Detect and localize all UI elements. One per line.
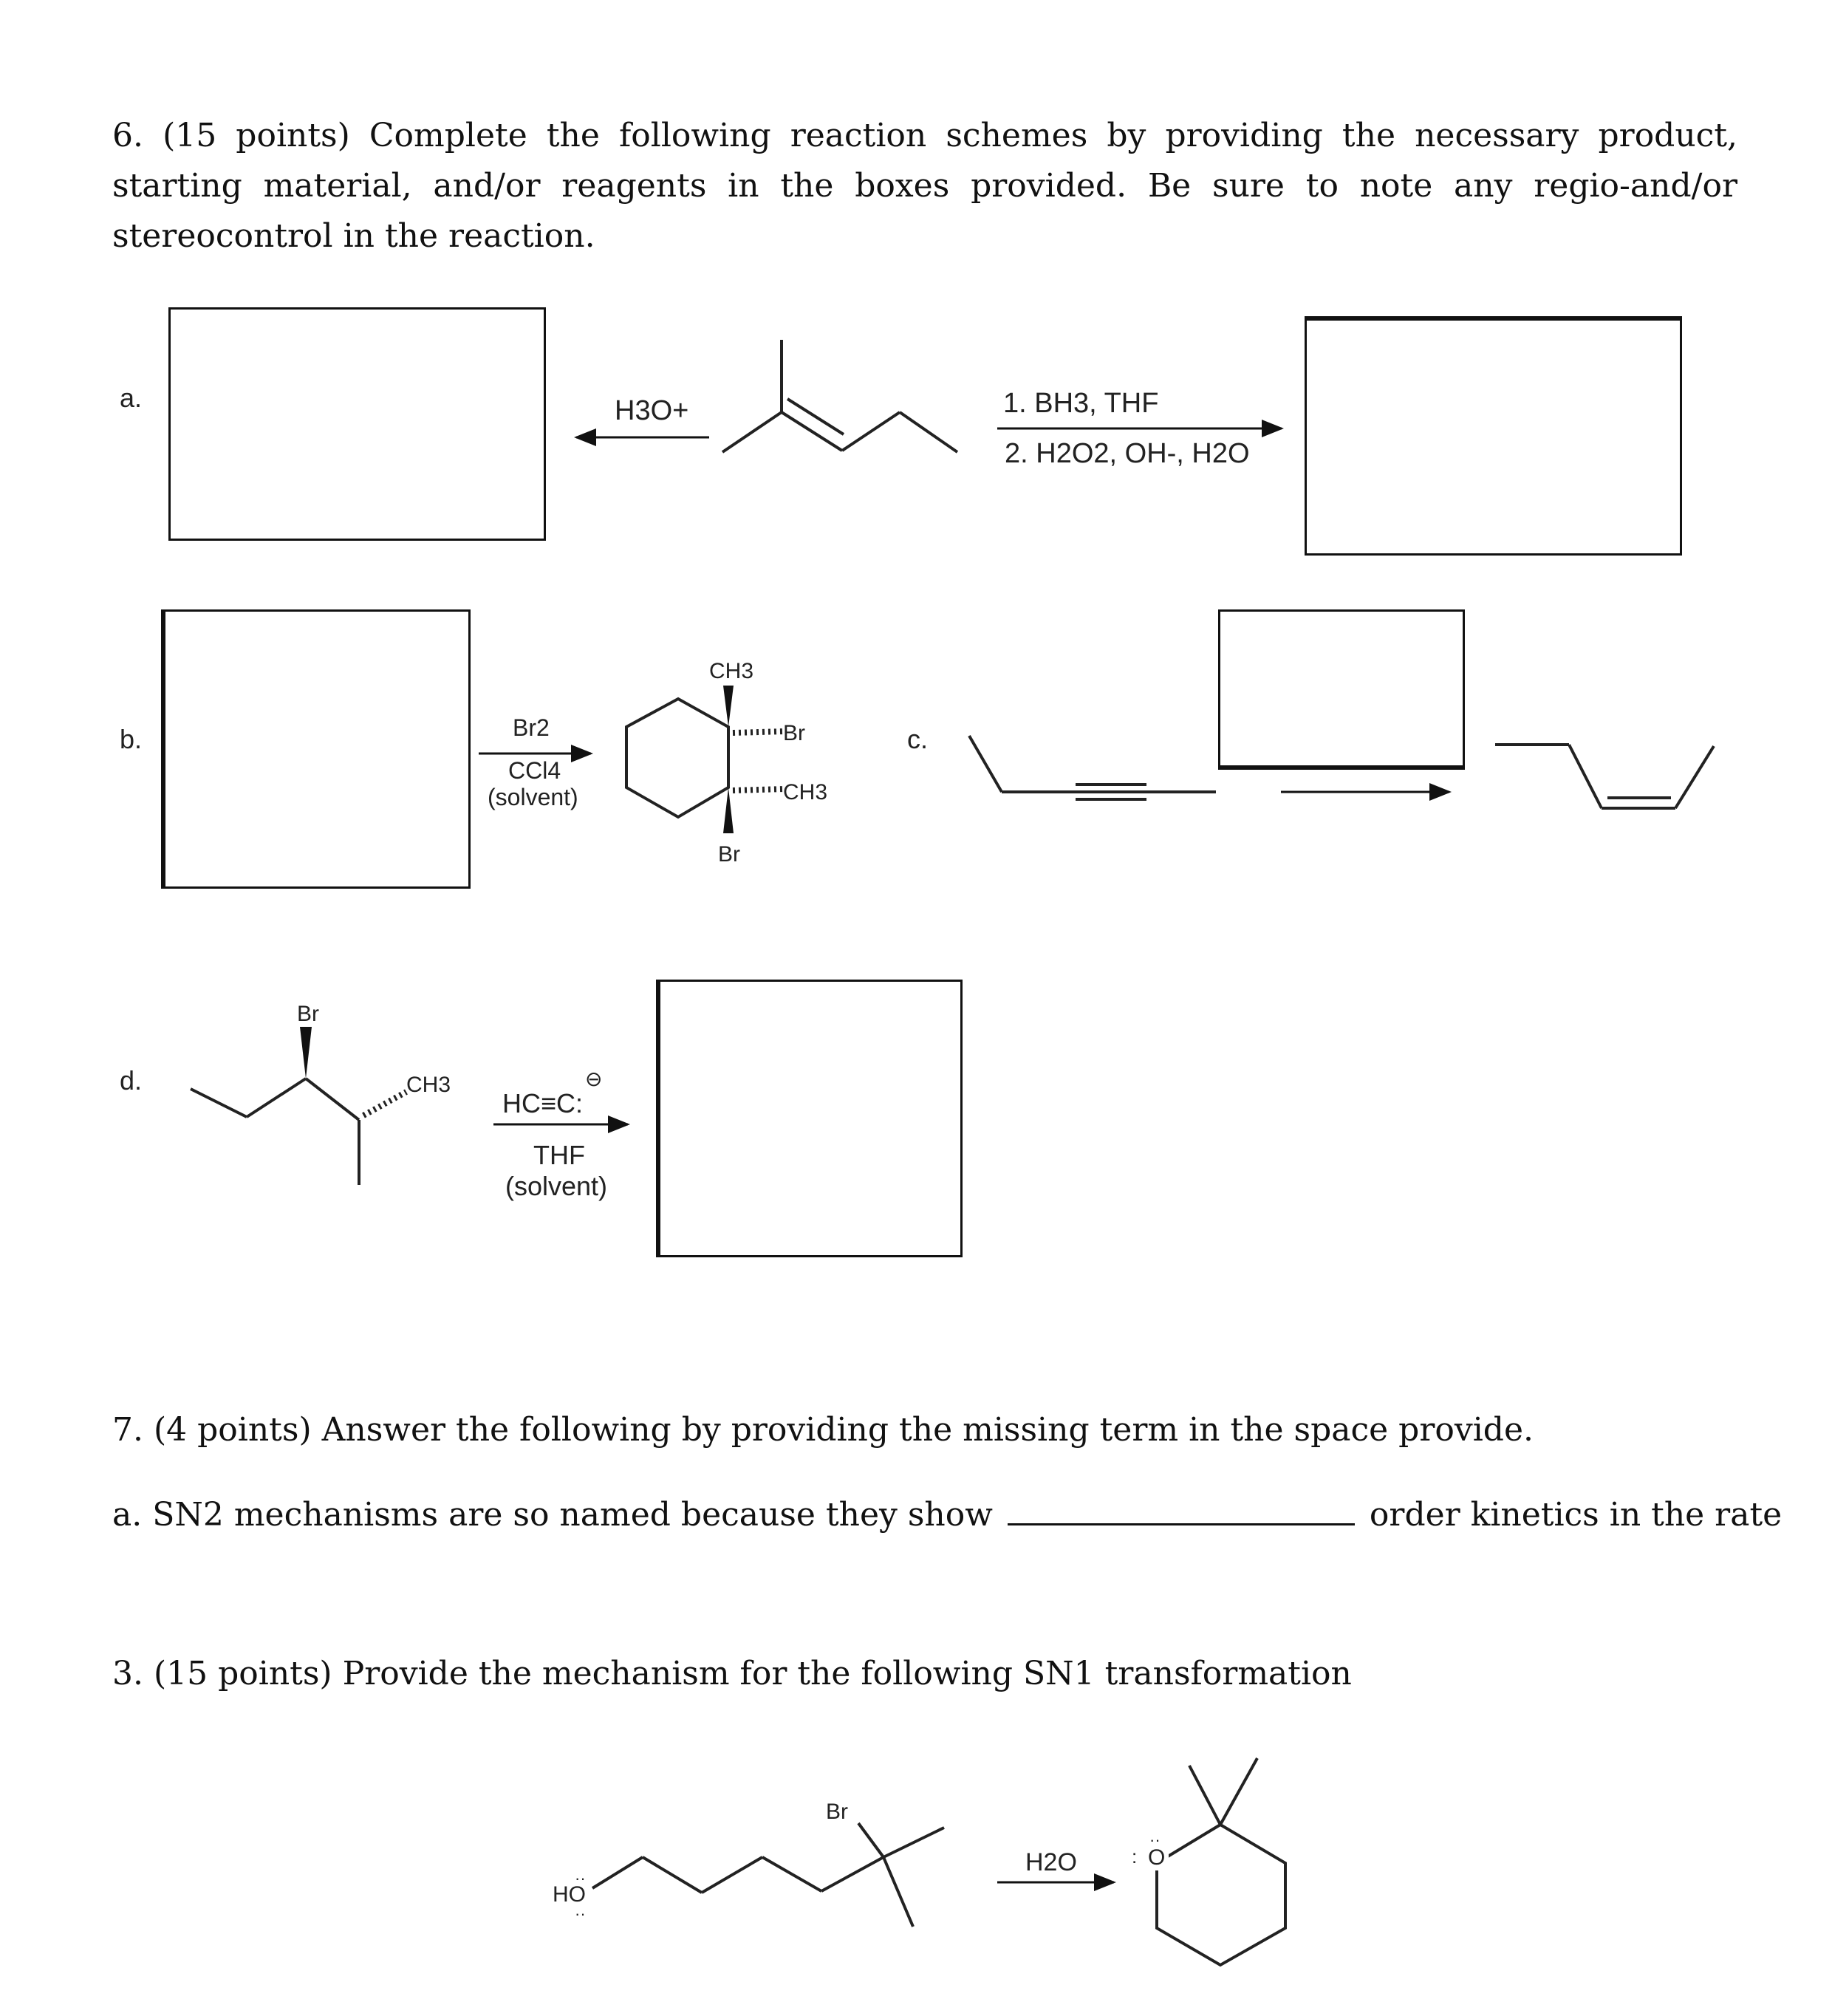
reagent-d-1: HC≡C: [502, 1088, 584, 1118]
wedge-b-ch3-top [723, 686, 734, 727]
part-c-label: c. [907, 724, 929, 754]
lone-pair-ho-bottom: ·· [575, 1904, 586, 1923]
wedge-d-br [300, 1027, 312, 1079]
scheme-c-alkene [1495, 745, 1714, 808]
atom-b-ch3-right: CH3 [783, 780, 828, 804]
part-d-label: d. [120, 1065, 143, 1096]
question-7a-before: a. SN2 mechanisms are so named because they show [112, 1496, 993, 1534]
scheme-b-cyclohexane [626, 699, 728, 817]
hash-b-br-right [733, 731, 785, 733]
part-b-label: b. [120, 724, 143, 754]
wedge-b-br-bottom [723, 787, 734, 833]
reagent-a-right-1: 1. BH3, THF [1003, 388, 1159, 419]
reagent-b-2: CCl4 [508, 757, 561, 784]
atom-b-br-right: Br [783, 721, 805, 745]
atom-b-br-bottom: Br [718, 842, 740, 867]
reagent-b-1: Br2 [513, 714, 550, 741]
lone-pair-o-left: : [1132, 1845, 1138, 1868]
question-6-text: 6. (15 points) Complete the following reaction schemes by providing the necessary product, starting material, and/or reagents in the boxes provided. Be sure to note any regio-and/or stereocontrol in the reaction. [112, 117, 1737, 255]
reagent-b-3: (solvent) [488, 784, 578, 810]
lone-pair-ho-top: ·· [575, 1869, 586, 1887]
atom-d-ch3: CH3 [406, 1073, 451, 1097]
atom-sn1-br: Br [826, 1800, 848, 1824]
atom-sn1-o: O [1148, 1845, 1166, 1870]
scheme-a-alkene [722, 340, 957, 452]
hash-d-ch3 [363, 1092, 406, 1115]
atom-b-ch3-top: CH3 [709, 659, 754, 683]
part-a-label: a. [120, 383, 143, 413]
atom-sn1-ho: HO [553, 1882, 586, 1907]
lone-pair-o-top: ·· [1149, 1831, 1161, 1849]
question-7a-after: order kinetics in the rate [1369, 1496, 1783, 1534]
question-3-text: 3. (15 points) Provide the mechanism for the following SN1 transformation [112, 1655, 1352, 1692]
reagent-a-left: H3O+ [615, 395, 689, 426]
reagent-sn1: H2O [1025, 1848, 1077, 1876]
question-7-text: 7. (4 points) Answer the following by providing the missing term in the space provide. [112, 1411, 1534, 1449]
reagent-a-right-2: 2. H2O2, OH-, H2O [1005, 438, 1250, 469]
sn1-product-ring [1157, 1758, 1285, 1965]
reagent-d-charge: ⊖ [585, 1067, 603, 1090]
reagent-d-3: (solvent) [505, 1171, 608, 1201]
scheme-c-alkyne [969, 736, 1216, 799]
hash-b-ch3-right [733, 789, 785, 790]
sn1-substrate [592, 1823, 944, 1927]
atom-d-br: Br [297, 1002, 319, 1026]
scheme-d-substrate [191, 1079, 359, 1185]
reagent-d-2: THF [533, 1140, 585, 1170]
